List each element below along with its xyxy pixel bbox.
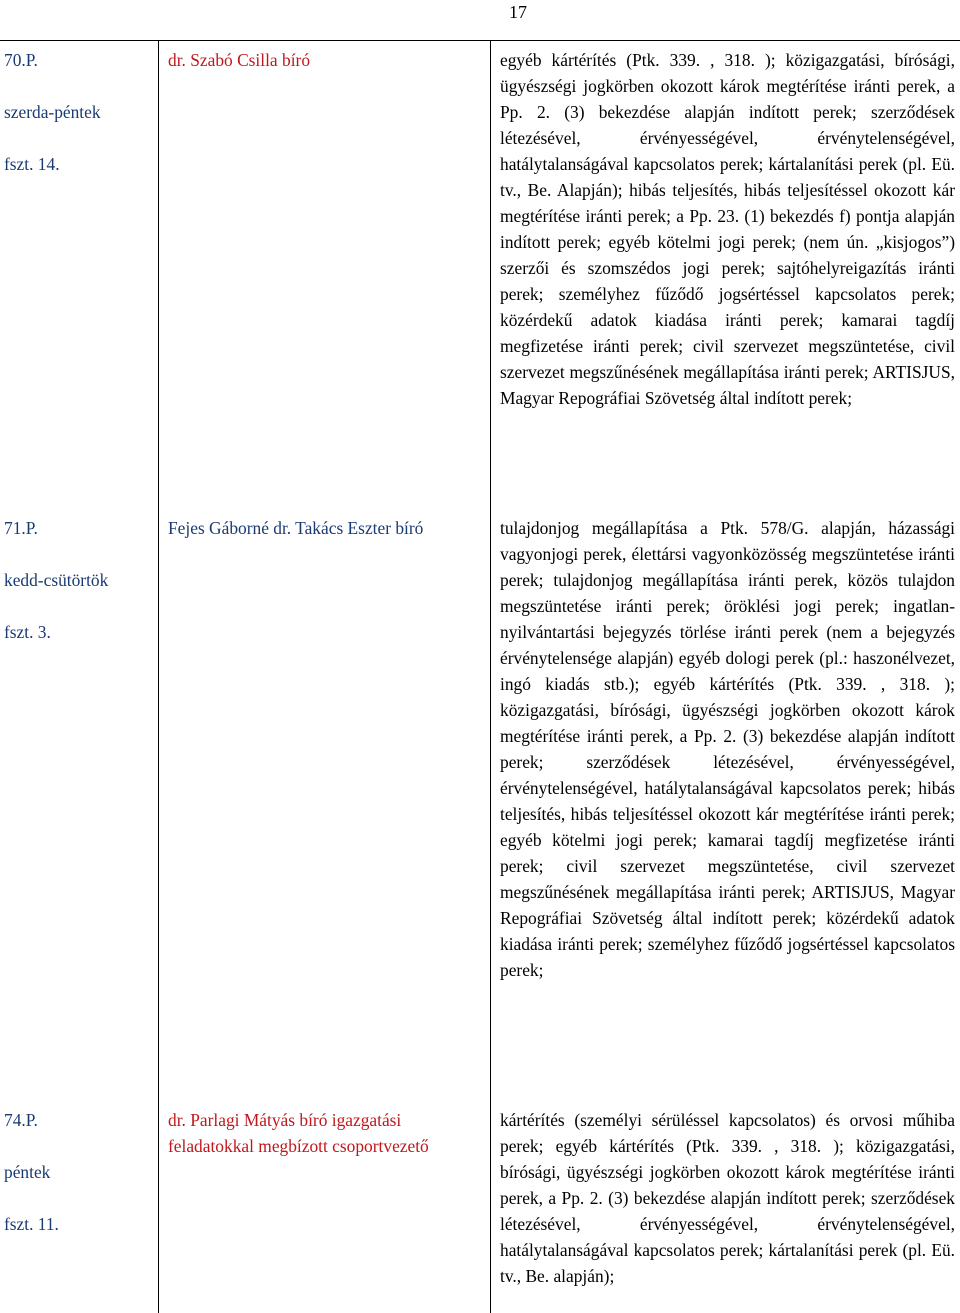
judge-name: dr. Parlagi Mátyás bíró igazgatási feladatokkal megbízott csoportvezető [168, 1110, 429, 1156]
division-code: 74.P. [4, 1110, 38, 1130]
case-types: kártérítés (személyi sérüléssel kapcsolatos) és orvosi műhiba perek; egyéb kártérítés (Ptk. 339. , 318. ); közigazgatási, bírósági, ügyészségi jogkörben okozott károk megtérítése iránti perek, a Pp. 2. (3) bekezdése alapján indított perek; szerződések létezésével, érvényességével, érvénytelenségével, hatálytalanságával kapcsolatos perek; kártalanítási perek (pl. Eü. tv., Be. alapján); [500, 1110, 955, 1286]
column-divider-1 [158, 40, 159, 1313]
room-number: fszt. 14. [4, 154, 60, 174]
division-code: 71.P. [4, 518, 38, 538]
case-types: tulajdonjog megállapítása a Ptk. 578/G. alapján, házassági vagyonjogi perek, élettársi vagyonközösség megszüntetése iránti perek; tulajdonjog megállapítása iránti perek, közös tulajdon megszüntetése iránti perek; öröklési jogi perek; ingatlan-nyilvántartási bejegyzés törlése iránti perek (nem a bejegyzés érvénytelensége alapján) egyéb dologi perek (pl.: haszonélvezet, ingó kiadás stb.); egyéb kártérítés (Ptk. 339. , 318. ); közigazgatási, bírósági, ügyészségi jogkörben okozott károk megtérítése iránti perek, a Pp. 2. (3) bekezdése alapján indított perek; szerződések létezésével, érvényességével, érvénytelenségével, hatálytalanságával kapcsolatos perek; hibás teljesítés, hibás teljesítéssel okozott kár megtérítése iránti perek; egyéb kötelmi jogi perek; kamarai tagdíj megfizetése iránti perek; civil szervezet megszüntetése, civil szervezet megszűnésének megállapítása iránti perek; ARTISJUS, Magyar Repográfiai Szövetség által indított perek; közérdekű adatok kiadása iránti perek; személyhez fűződő jogsértéssel kapcsolatos perek; [500, 518, 955, 980]
column-divider-2 [490, 40, 491, 1313]
judge-name: dr. Szabó Csilla bíró [168, 50, 311, 70]
room-number: fszt. 3. [4, 622, 51, 642]
hearing-days: kedd-csütörtök [4, 570, 109, 590]
judge-name: Fejes Gáborné dr. Takács Eszter bíró [168, 518, 424, 538]
table-row-2-info [4, 515, 154, 671]
table-top-border [0, 40, 960, 41]
page-number: 17 [509, 2, 527, 22]
division-code: 70.P. [4, 50, 38, 70]
table-row-3-info [4, 1107, 154, 1263]
hearing-days: szerda-péntek [4, 102, 101, 122]
room-number: fszt. 11. [4, 1214, 59, 1234]
hearing-days: péntek [4, 1162, 51, 1182]
table-row-1-info [4, 47, 154, 203]
case-types: egyéb kártérítés (Ptk. 339. , 318. ); közigazgatási, bírósági, ügyészségi jogkörben okozott károk megtérítése iránti perek, a Pp. 2. (3) bekezdése alapján indított perek; szerződések létezésével, érvényességével, érvénytelenségével, hatálytalanságával kapcsolatos perek; kártalanítási perek (pl. Eü. tv., Be. Alapján); hibás teljesítés, hibás teljesítéssel okozott kár megtérítése iránti perek; a Pp. 23. (1) bekezdés f) pontja alapján indított perek; egyéb kötelmi jogi perek; (nem ún. „kisjogos”) szerzői és szomszédos jogi perek; sajtóhelyreigazítás iránti perek; személyhez fűződő jogsértéssel kapcsolatos perek; közérdekű adatok kiadása iránti perek; kamarai tagdíj megfizetése iránti perek; civil szervezet megszüntetése, civil szervezet megszűnésének megállapítása iránti perek; ARTISJUS, Magyar Repográfiai Szövetség által indított perek; [500, 50, 955, 408]
